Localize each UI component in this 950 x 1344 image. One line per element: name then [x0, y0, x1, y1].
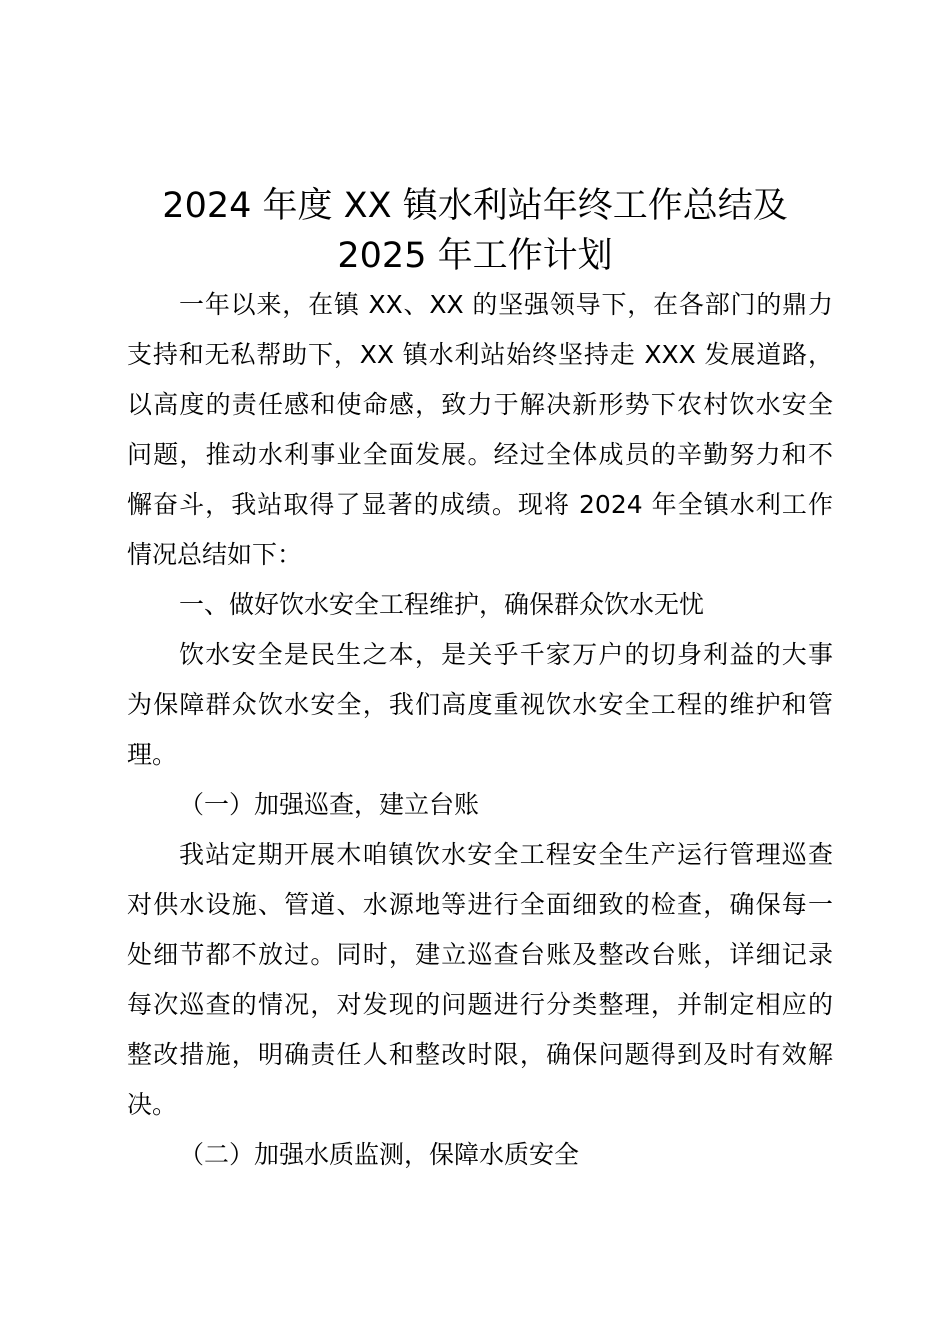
subsection-heading: （二）加强水质监测，保障水质安全: [179, 1140, 580, 1169]
paragraph-line: 情况总结如下：: [127, 540, 303, 569]
paragraph-line: 对供水设施、管道、水源地等进行全面细致的检查，确保每一: [127, 890, 833, 919]
paragraph-line: 每次巡查的情况，对发现的问题进行分类整理，并制定相应的: [127, 990, 833, 1019]
paragraph-line: 饮水安全是民生之本，是关乎千家万户的切身利益的大事: [179, 640, 833, 669]
paragraph-line: 整改措施，明确责任人和整改时限，确保问题得到及时有效解: [127, 1040, 833, 1069]
paragraph-line: 理。: [127, 740, 178, 769]
paragraph-line: 懈奋斗，我站取得了显著的成绩。现将 2024 年全镇水利工作: [127, 490, 833, 519]
paragraph-line: 支持和无私帮助下，XX 镇水利站始终坚持走 XXX 发展道路，: [127, 340, 833, 369]
paragraph-line: 一年以来，在镇 XX、XX 的坚强领导下，在各部门的鼎力: [179, 290, 833, 319]
paragraph-line: 处细节都不放过。同时，建立巡查台账及整改台账，详细记录: [127, 940, 833, 969]
subsection-heading: （一）加强巡查，建立台账: [179, 790, 480, 819]
paragraph-line: 问题，推动水利事业全面发展。经过全体成员的辛勤努力和不: [127, 440, 833, 469]
paragraph-line: 以高度的责任感和使命感，致力于解决新形势下农村饮水安全: [127, 390, 833, 419]
paragraph-line: 为保障群众饮水安全，我们高度重视饮水安全工程的维护和管: [127, 690, 833, 719]
section-heading: 一、做好饮水安全工程维护，确保群众饮水无忧: [179, 590, 705, 619]
document-body: [127, 280, 833, 1180]
paragraph-line: 我站定期开展木咱镇饮水安全工程安全生产运行管理巡查: [179, 840, 833, 869]
document-title-line-2: 2025 年工作计划: [337, 236, 613, 276]
document-title-line-1: 2024 年度 XX 镇水利站年终工作总结及: [162, 186, 788, 226]
paragraph-line: 决。: [127, 1090, 178, 1119]
